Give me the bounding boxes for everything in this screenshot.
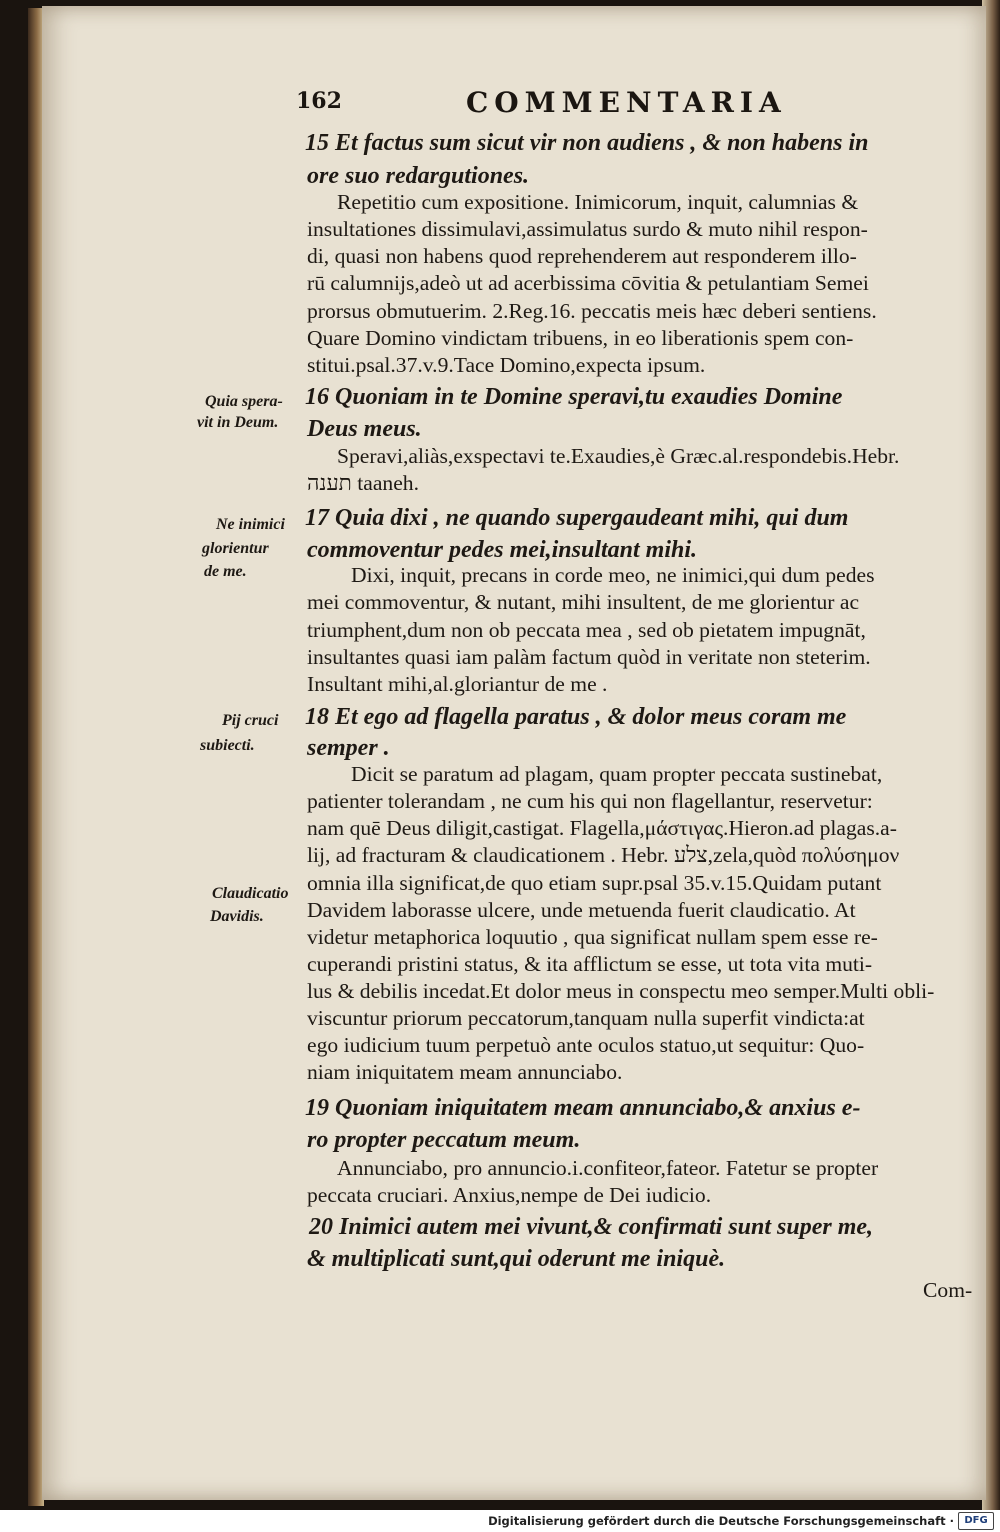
commentary-line: niam iniquitatem meam annunciabo. [307,1060,623,1084]
commentary-line: Insultant mihi,al.gloriantur de me . [307,672,608,696]
margin-note: Claudicatio [212,885,289,902]
commentary-line: Quare Domino vindictam tribuens, in eo liberationis spem con- [307,326,854,350]
verse-line: Deus meus. [307,416,422,442]
commentary-line: insultantes quasi iam palàm factum quòd in veritate non steterim. [307,645,871,669]
commentary-line: videtur metaphorica loquutio , qua significat nullam spem esse re- [307,925,878,949]
commentary-line: ego iudicium tuum perpetuò ante oculos statuo,ut sequitur: Quo- [307,1033,865,1057]
commentary-line: cuperandi pristini status, & ita afflictum se esse, ut tota vita muti- [307,952,873,976]
verse-line: ro propter peccatum meum. [307,1127,581,1153]
commentary-line: insultationes dissimulavi,assimulatus surdo & muto nihil respon- [307,217,868,241]
verse-line: & multiplicati sunt,qui oderunt me iniquè. [307,1246,726,1272]
commentary-line: Speravi,aliàs,exspectavi te.Exaudies,è Græc.al.respondebis.Hebr. [337,444,900,468]
page-number: 162 [296,88,342,114]
dfg-logo: DFG [958,1512,994,1530]
margin-note: de me. [204,563,247,580]
margin-note: Davidis. [210,908,264,925]
commentary-line: lij, ad fracturam & claudicationem . Hebr. צלע,zela,quòd πολύσημον [307,843,900,867]
commentary-line: mei commoventur, & nutant, mihi insultent, de me glorientur ac [307,590,860,614]
commentary-line: תענה taaneh. [307,471,419,495]
commentary-line: stitui.psal.37.v.9.Tace Domino,expecta ipsum. [307,353,706,377]
commentary-line: peccata cruciari. Anxius,nempe de Dei iudicio. [307,1183,712,1207]
verse-line: 16 Quoniam in te Domine speravi,tu exaudies Domine [305,384,843,410]
commentary-line: omnia illa significat,de quo etiam supr.psal 35.v.15.Quidam putant [307,871,882,895]
commentary-line: patienter tolerandam , ne cum his qui non flagellantur, reservetur: [307,789,873,813]
commentary-line: Dicit se paratum ad plagam, quam propter peccata sustinebat, [351,762,883,786]
footer-bar [0,1510,1000,1532]
margin-note: Pij cruci [222,712,279,729]
commentary-line: rū calumnijs,adeò ut ad acerbissima cōvitia & petulantiam Semei [307,271,869,295]
margin-note: Quia spera- [205,393,283,410]
commentary-line: nam quē Deus diligit,castigat. Flagella,μάστιγας.Hieron.ad plagas.a- [307,816,897,840]
verse-line: 17 Quia dixi , ne quando supergaudeant mihi, qui dum [305,505,849,531]
verse-line: commoventur pedes mei,insultant mihi. [307,537,698,563]
margin-note: vit in Deum. [197,414,279,431]
margin-note: subiecti. [200,737,255,754]
commentary-line: Annunciabo, pro annuncio.i.confiteor,fateor. Fatetur se propter [337,1156,879,1180]
page-header [296,86,816,122]
verse-line: 20 Inimici autem mei vivunt,& confirmati sunt super me, [309,1214,874,1240]
verse-line: ore suo redargutiones. [307,163,530,189]
catchword: Com- [923,1278,973,1302]
running-title: COMMENTARIA [466,86,787,119]
verse-line: 18 Et ego ad flagella paratus , & dolor meus coram me [305,704,847,730]
margin-note: glorientur [202,540,269,557]
verse-line: semper . [307,735,390,761]
commentary-line: Repetitio cum expositione. Inimicorum, inquit, calumnias & [337,190,859,214]
margin-note: Ne inimici [216,516,285,533]
commentary-line: Davidem laborasse ulcere, unde metuenda fuerit claudicatio. At [307,898,856,922]
verse-line: 15 Et factus sum sicut vir non audiens , & non habens in [305,130,869,156]
commentary-line: prorsus obmutuerim. 2.Reg.16. peccatis meis hæc deberi sentiens. [307,299,877,323]
verse-line: 19 Quoniam iniquitatem meam annunciabo,& anxius e- [305,1095,861,1121]
commentary-line: lus & debilis incedat.Et dolor meus in conspectu meo semper.Multi obli- [307,979,935,1003]
commentary-line: triumphent,dum non ob peccata mea , sed ob pietatem impugnāt, [307,618,866,642]
commentary-line: viscuntur priorum peccatorum,tanquam nulla superfit vindicta:at [307,1006,865,1030]
commentary-line: di, quasi non habens quod reprehenderem aut responderem illo- [307,244,857,268]
commentary-line: Dixi, inquit, precans in corde meo, ne inimici,qui dum pedes [351,563,875,587]
footer-credit: Digitalisierung gefördert durch die Deutsche Forschungsgemeinschaft · [488,1514,954,1528]
